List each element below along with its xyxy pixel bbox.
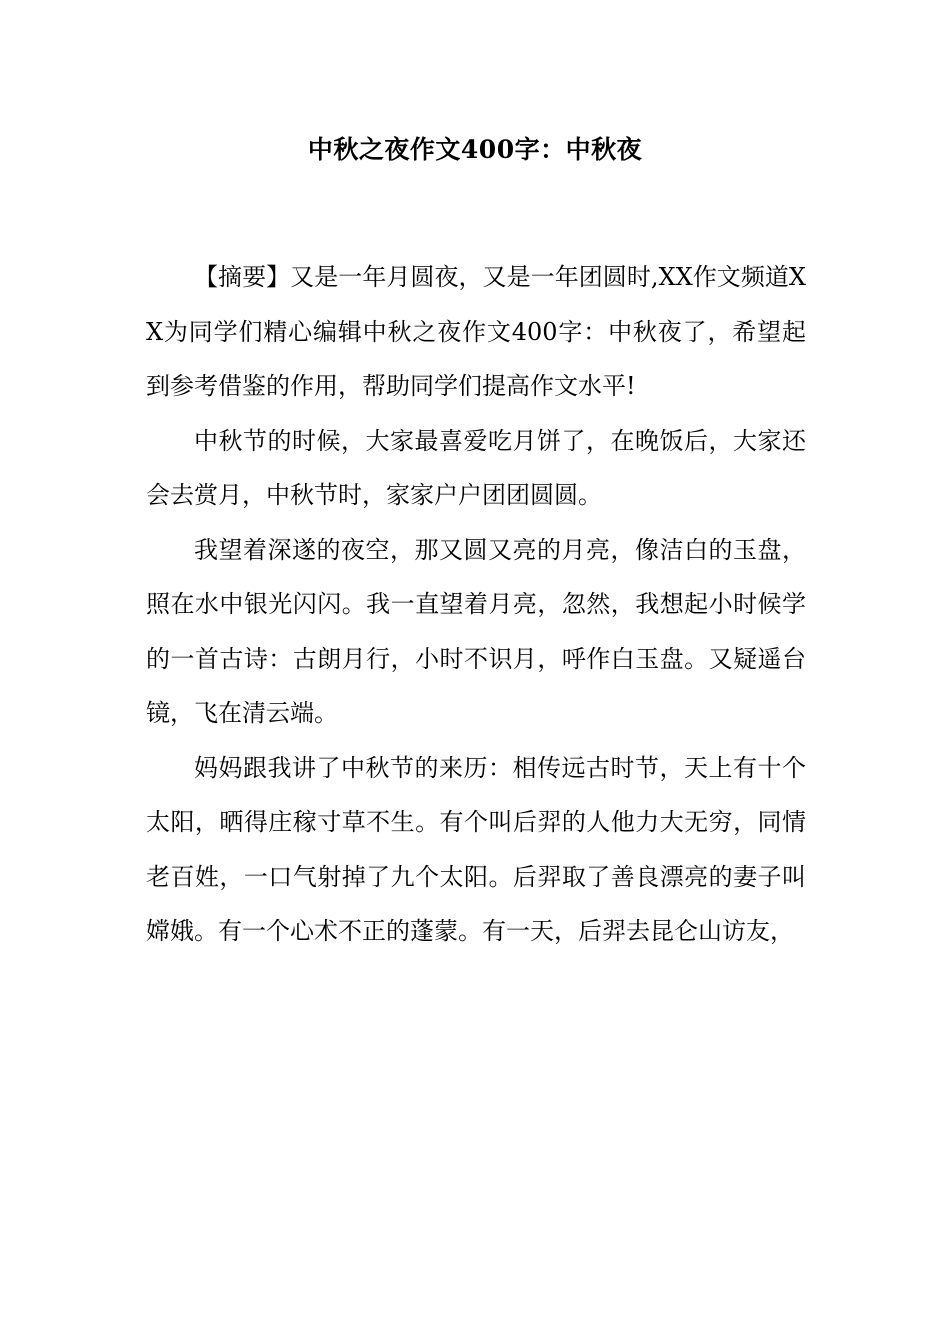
paragraph-summary: 【摘要】又是一年月圆夜，又是一年团圆时,XX作文频道XX为同学们精心编辑中秋之夜作文400字：中秋夜了，希望起到参考借鉴的作用，帮助同学们提高作文水平! — [146, 263, 806, 400]
document-title: 中秋之夜作文400字：中秋夜 — [307, 135, 643, 164]
paragraph-2: 我望着深遂的夜空，那又圆又亮的月亮，像洁白的玉盘，照在水中银光闪闪。我一直望着月亮，忽然，我想起小时候学的一首古诗：古朗月行，小时不识月，呼作白玉盘。又疑遥台镜，飞在清云端。 — [146, 535, 806, 727]
document-body — [146, 250, 806, 959]
paragraph-3: 妈妈跟我讲了中秋节的来历：相传远古时节，天上有十个太阳，晒得庄稼寸草不生。有个叫后羿的人他力大无穷，同情老百姓，一口气射掉了九个太阳。后羿取了善良漂亮的妻子叫嫦娥。有一个心术不正的蓬蒙。有一天，后羿去昆仑山访友， — [146, 753, 806, 945]
paragraph-1: 中秋节的时候，大家最喜爱吃月饼了，在晚饭后，大家还会去赏月，中秋节时，家家户户团团圆圆。 — [146, 426, 806, 509]
